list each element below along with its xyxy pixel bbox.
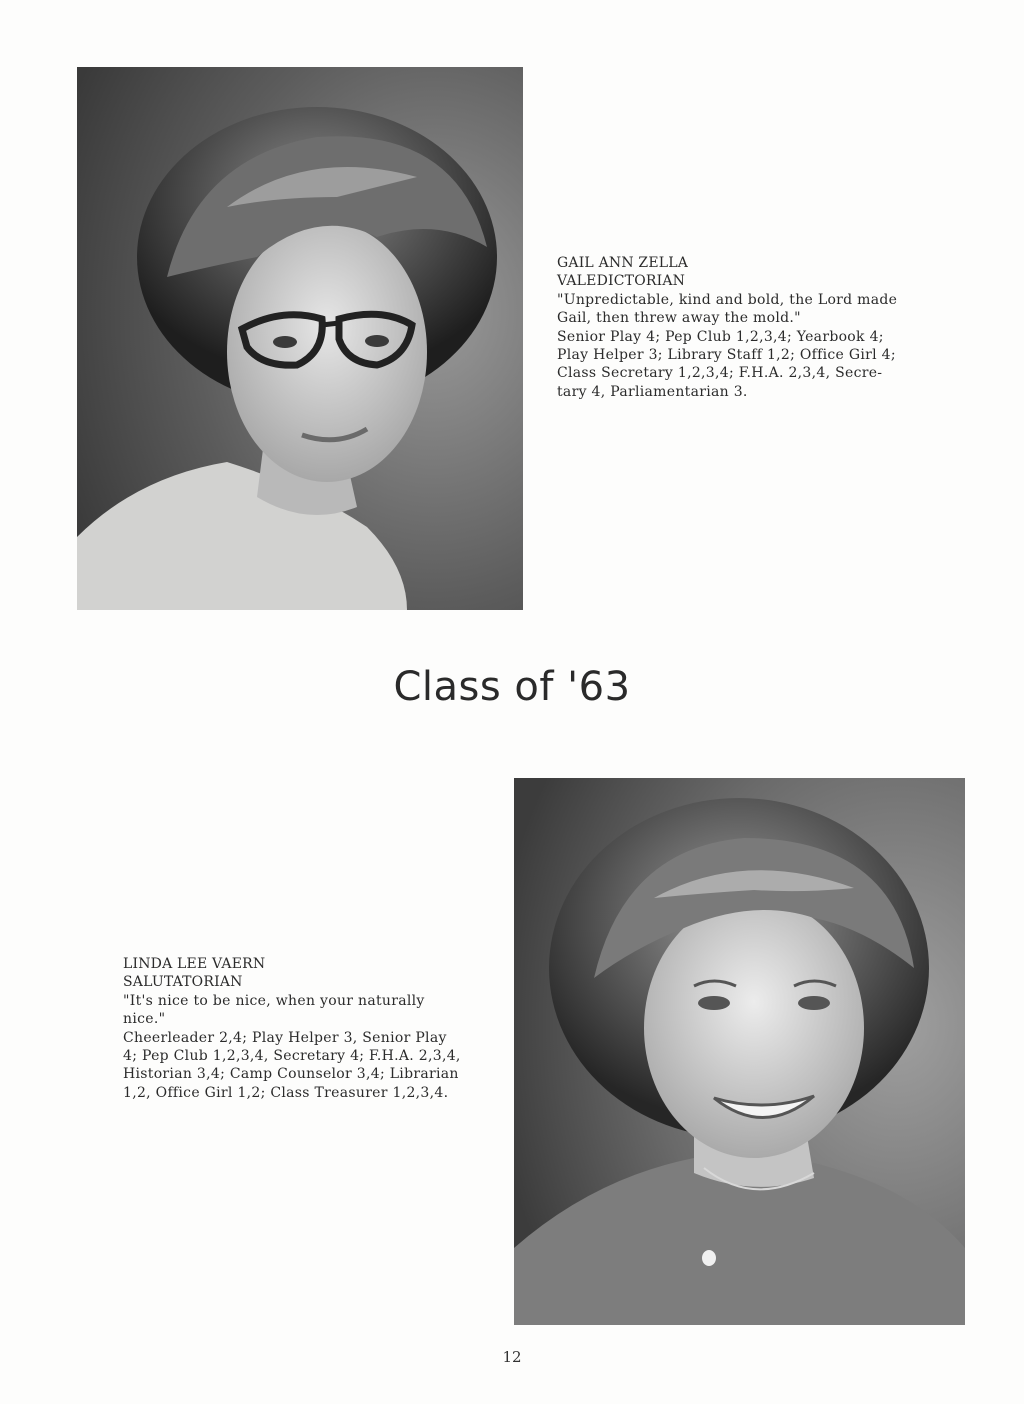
- student-honor: SALUTATORIAN: [123, 974, 243, 991]
- page-title: Class of '63: [393, 664, 631, 710]
- bio-line: Cheerleader 2,4; Play Helper 3, Senior Play: [123, 1029, 447, 1046]
- student-name: LINDA LEE VAERN: [123, 956, 266, 972]
- bio-line: Class Secretary 1,2,3,4; F.H.A. 2,3,4, Secre-: [557, 365, 883, 382]
- bio-line: Senior Play 4; Pep Club 1,2,3,4; Yearbook 4;: [557, 328, 884, 345]
- page-number: 12: [502, 1348, 522, 1366]
- bio-line: "It's nice to be nice, when your naturally: [123, 992, 425, 1009]
- bio-line: "Unpredictable, kind and bold, the Lord made: [557, 291, 898, 308]
- portrait-photo-zella: [77, 67, 523, 610]
- portrait-zella-graphic: [77, 67, 523, 610]
- bio-vaern: [123, 955, 461, 1102]
- bio-line: Gail, then threw away the mold.": [557, 310, 801, 327]
- bio-line: 4; Pep Club 1,2,3,4, Secretary 4; F.H.A. 2,3,4,: [123, 1048, 461, 1065]
- bio-zella: [557, 254, 897, 401]
- bio-line: tary 4, Parliamentarian 3.: [557, 383, 748, 400]
- student-honor: VALEDICTORIAN: [557, 273, 686, 290]
- portrait-vaern-graphic: [514, 778, 965, 1325]
- bio-line: nice.": [123, 1011, 166, 1028]
- portrait-photo-vaern: [514, 778, 965, 1325]
- bio-line: Play Helper 3; Library Staff 1,2; Office Girl 4;: [557, 347, 896, 364]
- bio-line: 1,2, Office Girl 1,2; Class Treasurer 1,2,3,4.: [123, 1084, 449, 1101]
- bio-line: Historian 3,4; Camp Counselor 3,4; Librarian: [123, 1066, 459, 1083]
- student-name: GAIL ANN ZELLA: [557, 255, 689, 271]
